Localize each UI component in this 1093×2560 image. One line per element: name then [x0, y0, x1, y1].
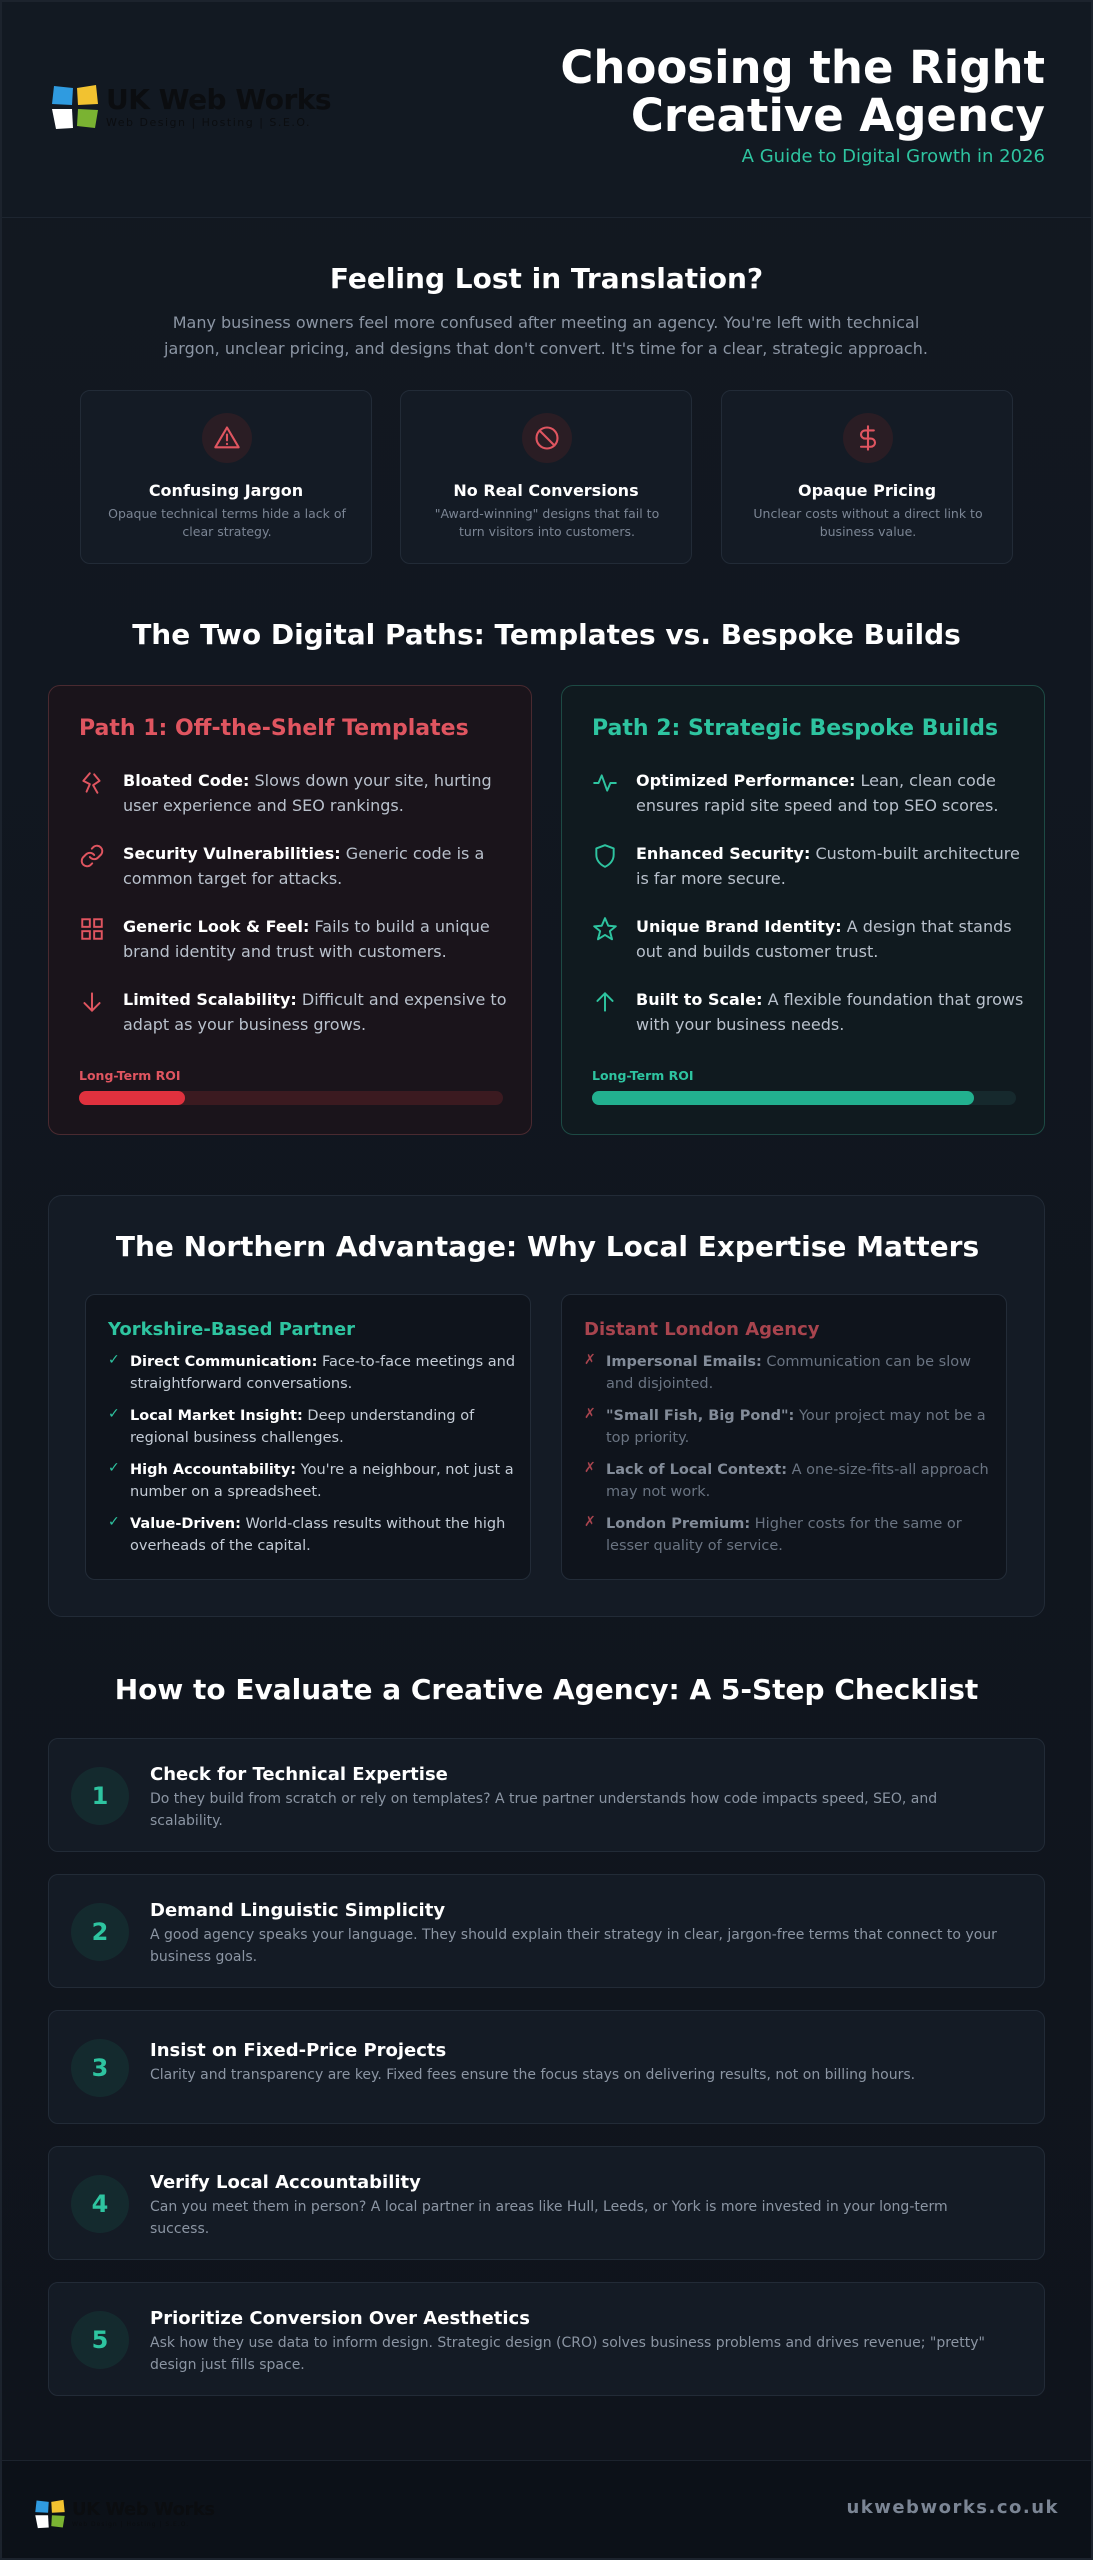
warning-icon — [202, 413, 252, 463]
arrow-up-icon — [592, 989, 618, 1015]
bespoke-item-text: Unique Brand Identity: A design that stands out and builds customer trust. — [636, 917, 1012, 961]
check-icon: ✓ — [108, 1352, 120, 1368]
local-item-text: Direct Communication: Face-to-face meetings and straightforward conversations. — [130, 1354, 516, 1392]
roi-label: Long-Term ROI — [592, 1068, 694, 1083]
footer-logo-name: UK Web Works — [72, 2499, 215, 2520]
advantage-title: The Northern Advantage: Why Local Expertise Matters — [115, 1230, 980, 1263]
problem-card-title: Opaque Pricing — [797, 481, 937, 500]
bespoke-item-text: Built to Scale: A flexible foundation that grows with your business needs. — [636, 990, 1024, 1034]
problem-card-desc: Unclear costs without a direct link to business value. — [753, 506, 983, 539]
roi-bar — [79, 1091, 503, 1105]
header — [2, 2, 1091, 218]
step-title: Verify Local Accountability — [150, 2172, 421, 2193]
cross-icon: ✗ — [584, 1514, 596, 1530]
problem-card-jargon — [80, 390, 372, 564]
local-partner-card — [85, 1294, 531, 1580]
footer — [2, 2460, 1091, 2558]
bespoke-path-card — [561, 685, 1045, 1135]
template-path-card — [48, 685, 532, 1135]
problem-card-title: No Real Conversions — [453, 481, 639, 500]
distant-item-text: Impersonal Emails: Communication can be slow and disjointed. — [606, 1354, 971, 1392]
paths-title: The Two Digital Paths: Templates vs. Bespoke Builds — [132, 618, 961, 651]
step-desc: Do they build from scratch or rely on templates? A true partner understands how code impacts speed, SEO, and scalability. — [150, 1791, 938, 1829]
checklist-title: How to Evaluate a Creative Agency: A 5-Step Checklist — [114, 1673, 979, 1706]
roi-bar-fill — [79, 1091, 185, 1105]
step-title: Prioritize Conversion Over Aesthetics — [150, 2308, 530, 2329]
page-subtitle: A Guide to Digital Growth in 2026 — [741, 146, 1045, 167]
step-desc: Clarity and transparency are key. Fixed fees ensure the focus stays on delivering results, not on billing hours. — [150, 2067, 916, 2083]
bespoke-item — [592, 914, 1022, 974]
distant-agency-heading: Distant London Agency — [584, 1319, 820, 1340]
template-item — [79, 987, 509, 1047]
step-desc: Ask how they use data to inform design. Strategic design (CRO) solves business problems and drives revenue; "pretty" design just fills space. — [150, 2335, 985, 2373]
step-number: 5 — [71, 2311, 129, 2369]
shield-icon — [592, 843, 618, 869]
problem-text: Many business owners feel more confused after meeting an agency. You're left with technical jargon, unclear pricing, and designs that don't convert. It's time for a clear, strategic approach. — [164, 313, 928, 358]
pulse-icon — [592, 770, 618, 796]
footer-logo-tagline: Web Design | Hosting | S.E.O. — [72, 2521, 190, 2528]
roi-label: Long-Term ROI — [79, 1068, 181, 1083]
template-item — [79, 768, 509, 828]
bespoke-item — [592, 841, 1022, 901]
grid-icon — [79, 916, 105, 942]
template-path-heading: Path 1: Off-the-Shelf Templates — [79, 716, 469, 741]
checklist-step — [48, 1738, 1045, 1852]
bespoke-item-text: Enhanced Security: Custom-built architecture is far more secure. — [636, 844, 1020, 888]
problem-card-desc: Opaque technical terms hide a lack of clear strategy. — [108, 506, 346, 539]
local-partner-heading: Yorkshire-Based Partner — [108, 1319, 356, 1340]
template-item — [79, 841, 509, 901]
local-item-text: Local Market Insight: Deep understanding of regional business challenges. — [130, 1408, 475, 1446]
dollar-icon — [843, 413, 893, 463]
distant-item-text: "Small Fish, Big Pond": Your project may not be a top priority. — [606, 1408, 986, 1446]
step-desc: A good agency speaks your language. They should explain their strategy in clear, jargon-free terms that connect to your business goals. — [150, 1927, 997, 1965]
step-number: 3 — [71, 2039, 129, 2097]
template-item-text: Generic Look & Feel: Fails to build a unique brand identity and trust with customers. — [123, 917, 490, 961]
checklist-step — [48, 2010, 1045, 2124]
step-desc: Can you meet them in person? A local partner in areas like Hull, Leeds, or York is more invested in your long-term success. — [150, 2199, 948, 2237]
bespoke-path-heading: Path 2: Strategic Bespoke Builds — [592, 716, 999, 741]
logo-mark-icon — [50, 82, 100, 132]
cross-icon: ✗ — [584, 1406, 596, 1422]
check-icon: ✓ — [108, 1514, 120, 1530]
logo-mark-icon — [34, 2498, 66, 2530]
template-item — [79, 914, 509, 974]
checklist-step — [48, 1874, 1045, 1988]
local-item-text: High Accountability: You're a neighbour, not just a number on a spreadsheet. — [130, 1462, 514, 1500]
check-icon: ✓ — [108, 1460, 120, 1476]
template-item-text: Limited Scalability: Difficult and expensive to adapt as your business grows. — [123, 990, 507, 1034]
logo-name: UK Web Works — [106, 83, 332, 116]
logo-tagline: Web Design | Hosting | S.E.O. — [106, 116, 312, 129]
problem-card-desc: "Award-winning" designs that fail to turn visitors into customers. — [434, 506, 660, 539]
template-item-text: Bloated Code: Slows down your site, hurting user experience and SEO rankings. — [123, 771, 492, 815]
page-title: Choosing the Right Creative Agency — [560, 41, 1045, 142]
step-title: Demand Linguistic Simplicity — [150, 1900, 446, 1921]
no-entry-icon — [522, 413, 572, 463]
roi-bar — [592, 1091, 1016, 1105]
cross-icon: ✗ — [584, 1352, 596, 1368]
cross-icon: ✗ — [584, 1460, 596, 1476]
brand-logo[interactable] — [50, 82, 331, 132]
roi-bar-fill — [592, 1091, 974, 1105]
problem-title: Feeling Lost in Translation? — [329, 262, 764, 295]
arrow-down-icon — [79, 989, 105, 1015]
distant-item-text: Lack of Local Context: A one-size-fits-all approach may not work. — [606, 1462, 989, 1500]
step-number: 1 — [71, 1767, 129, 1825]
bespoke-item — [592, 987, 1022, 1047]
step-number: 4 — [71, 2175, 129, 2233]
check-icon: ✓ — [108, 1406, 120, 1422]
star-icon — [592, 916, 618, 942]
step-title: Check for Technical Expertise — [150, 1764, 448, 1785]
link-icon — [79, 843, 105, 869]
step-number: 2 — [71, 1903, 129, 1961]
step-title: Insist on Fixed-Price Projects — [150, 2040, 447, 2061]
bespoke-item — [592, 768, 1022, 828]
bespoke-item-text: Optimized Performance: Lean, clean code ensures rapid site speed and top SEO scores. — [636, 771, 999, 815]
problem-card-pricing — [721, 390, 1013, 564]
checklist-step — [48, 2282, 1045, 2396]
local-item-text: Value-Driven: World-class results without the high overheads of the capital. — [130, 1516, 506, 1554]
footer-url-link[interactable]: ukwebworks.co.uk — [846, 2497, 1059, 2518]
problem-card-conversions — [400, 390, 692, 564]
distant-item-text: London Premium: Higher costs for the same or lesser quality of service. — [606, 1516, 962, 1554]
advantage-section — [48, 1195, 1045, 1617]
problem-card-title: Confusing Jargon — [148, 481, 304, 500]
footer-logo[interactable] — [34, 2489, 215, 2539]
broken-link-icon — [79, 770, 105, 796]
distant-agency-card — [561, 1294, 1007, 1580]
template-item-text: Security Vulnerabilities: Generic code is a common target for attacks. — [123, 844, 485, 888]
checklist-step — [48, 2146, 1045, 2260]
